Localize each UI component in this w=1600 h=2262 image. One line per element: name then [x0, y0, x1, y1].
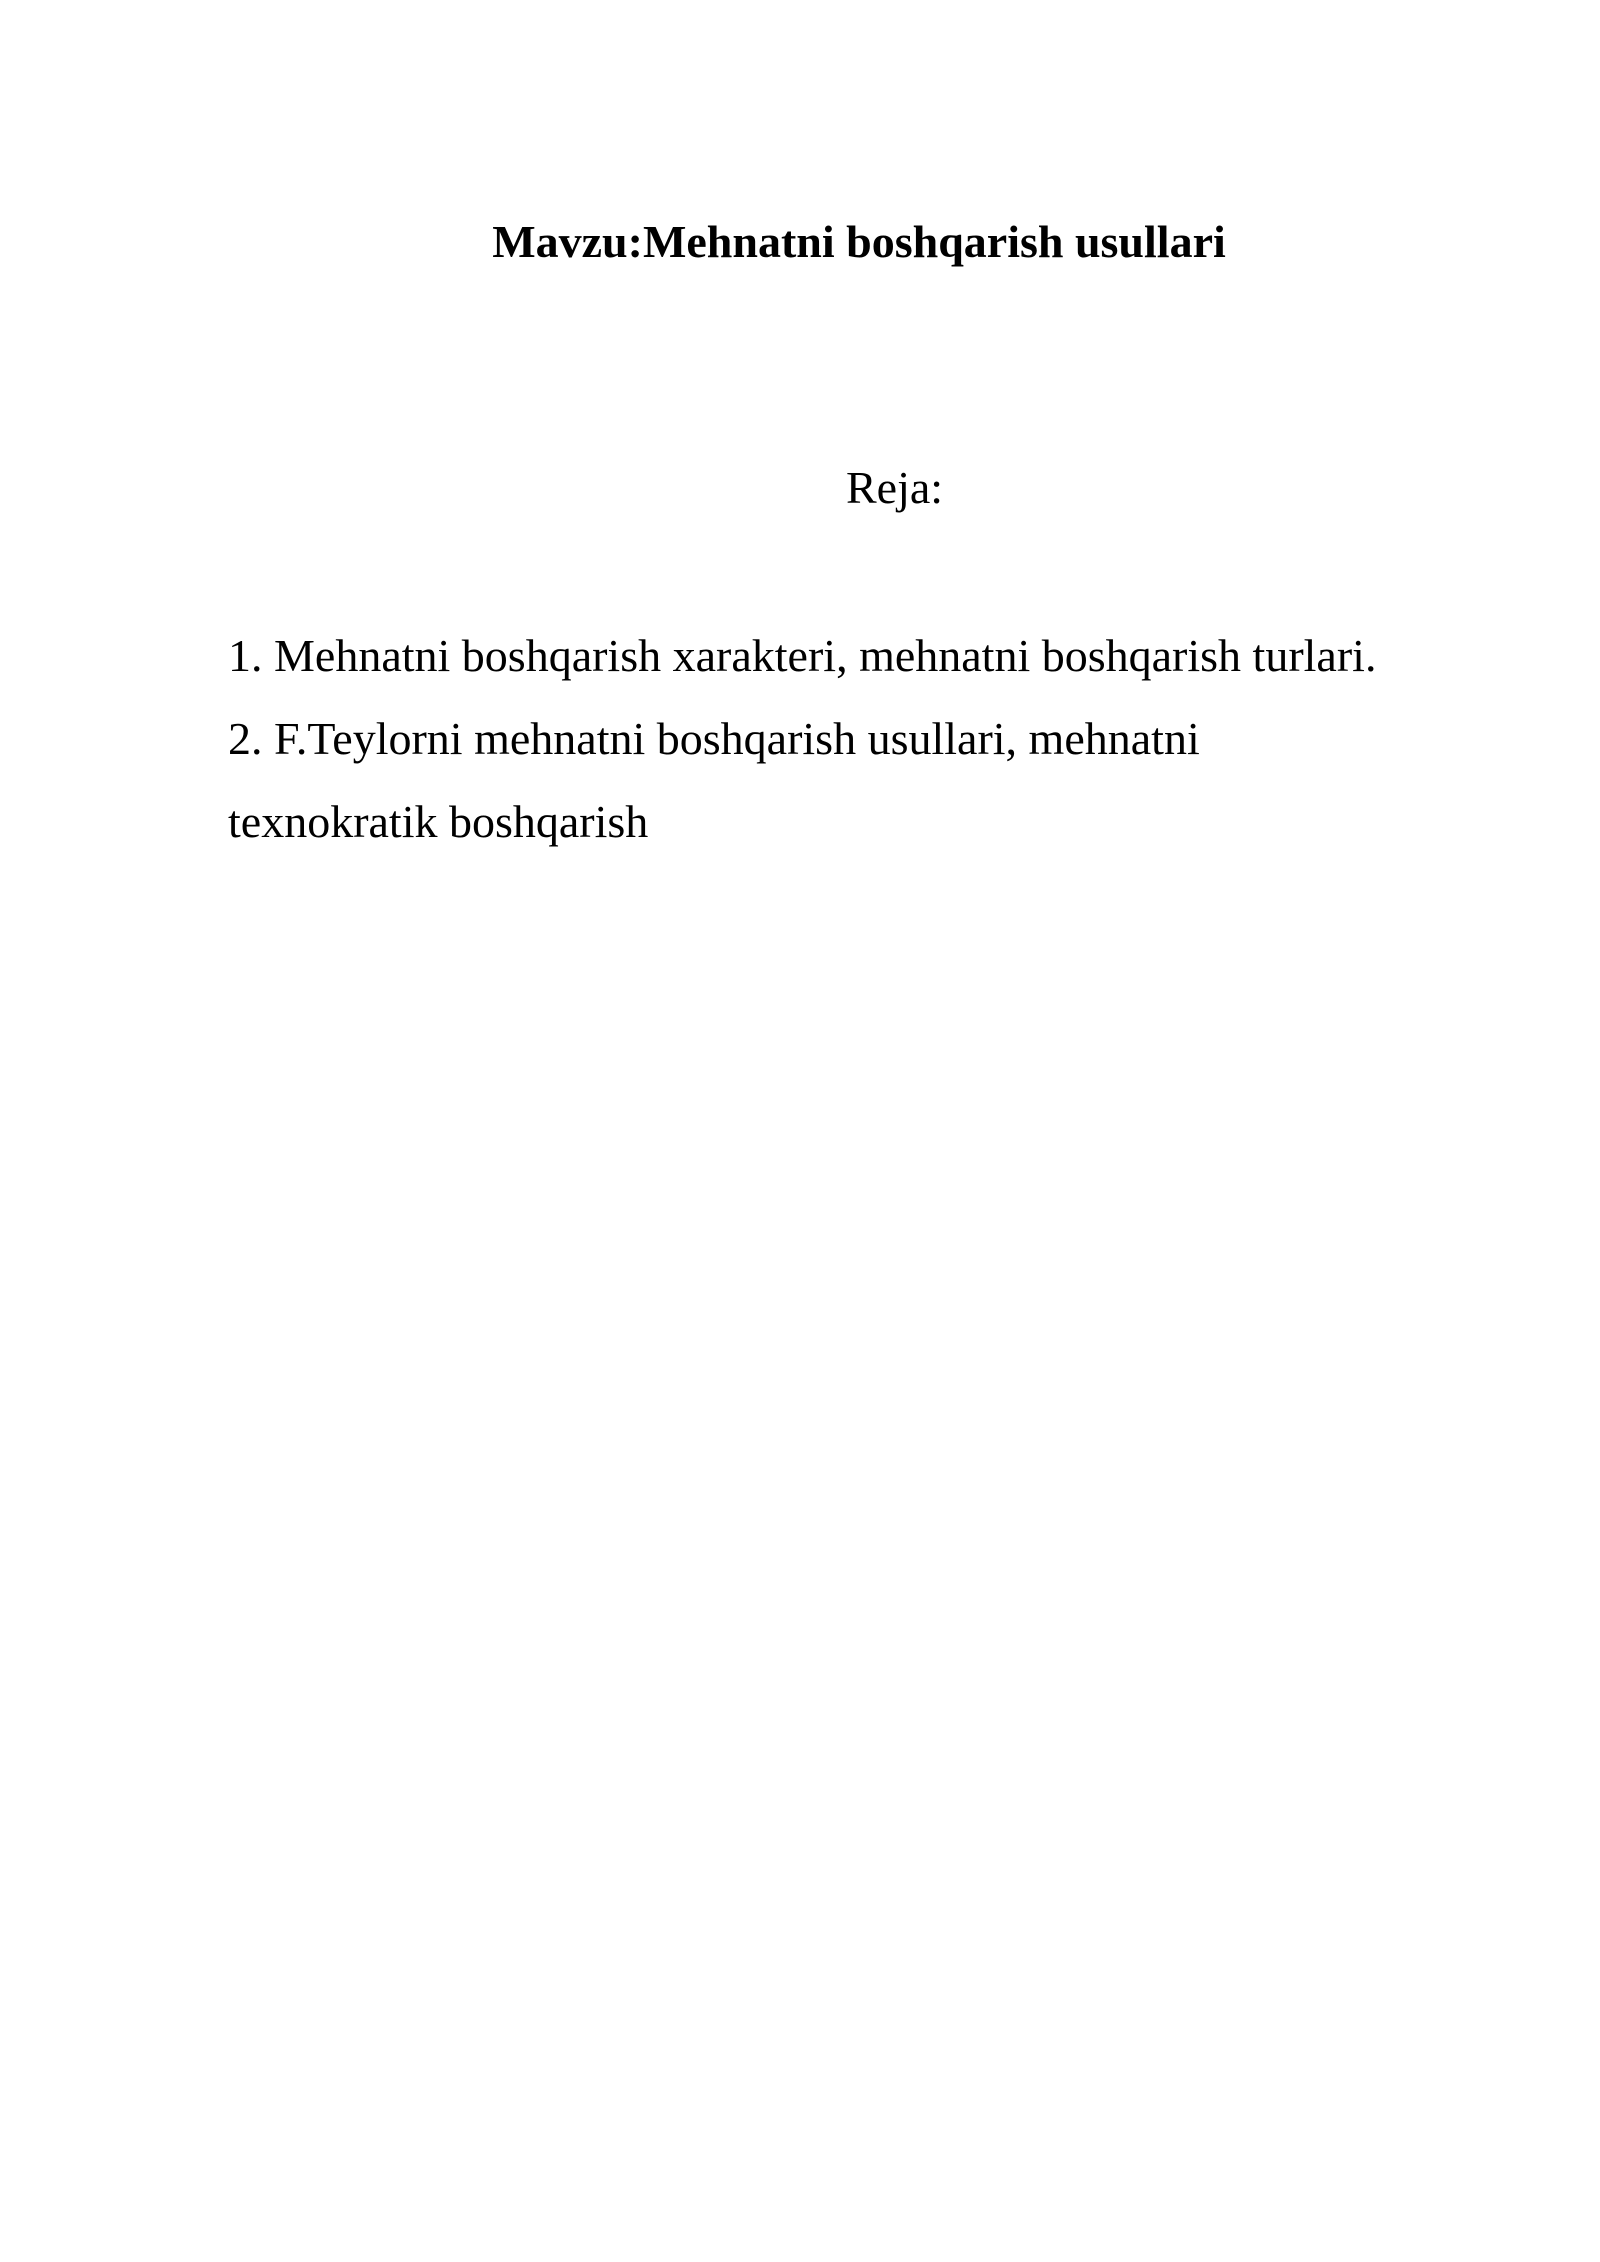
plan-heading: Reja: — [846, 462, 944, 513]
document-title: Mavzu:Mehnatni boshqarish usullari — [492, 216, 1226, 267]
plan-item-text: 1. Mehnatni boshqarish xarakteri, mehnatni boshqarish turlari. — [228, 630, 1377, 681]
plan-item — [228, 614, 1478, 697]
plan-item — [228, 697, 1478, 863]
plan-item-text: 2. F.Teylorni mehnatni boshqarish usullari, mehnatni — [228, 713, 1200, 764]
plan-list — [228, 614, 1478, 863]
plan-item-text-continuation: texnokratik boshqarish — [228, 796, 649, 847]
